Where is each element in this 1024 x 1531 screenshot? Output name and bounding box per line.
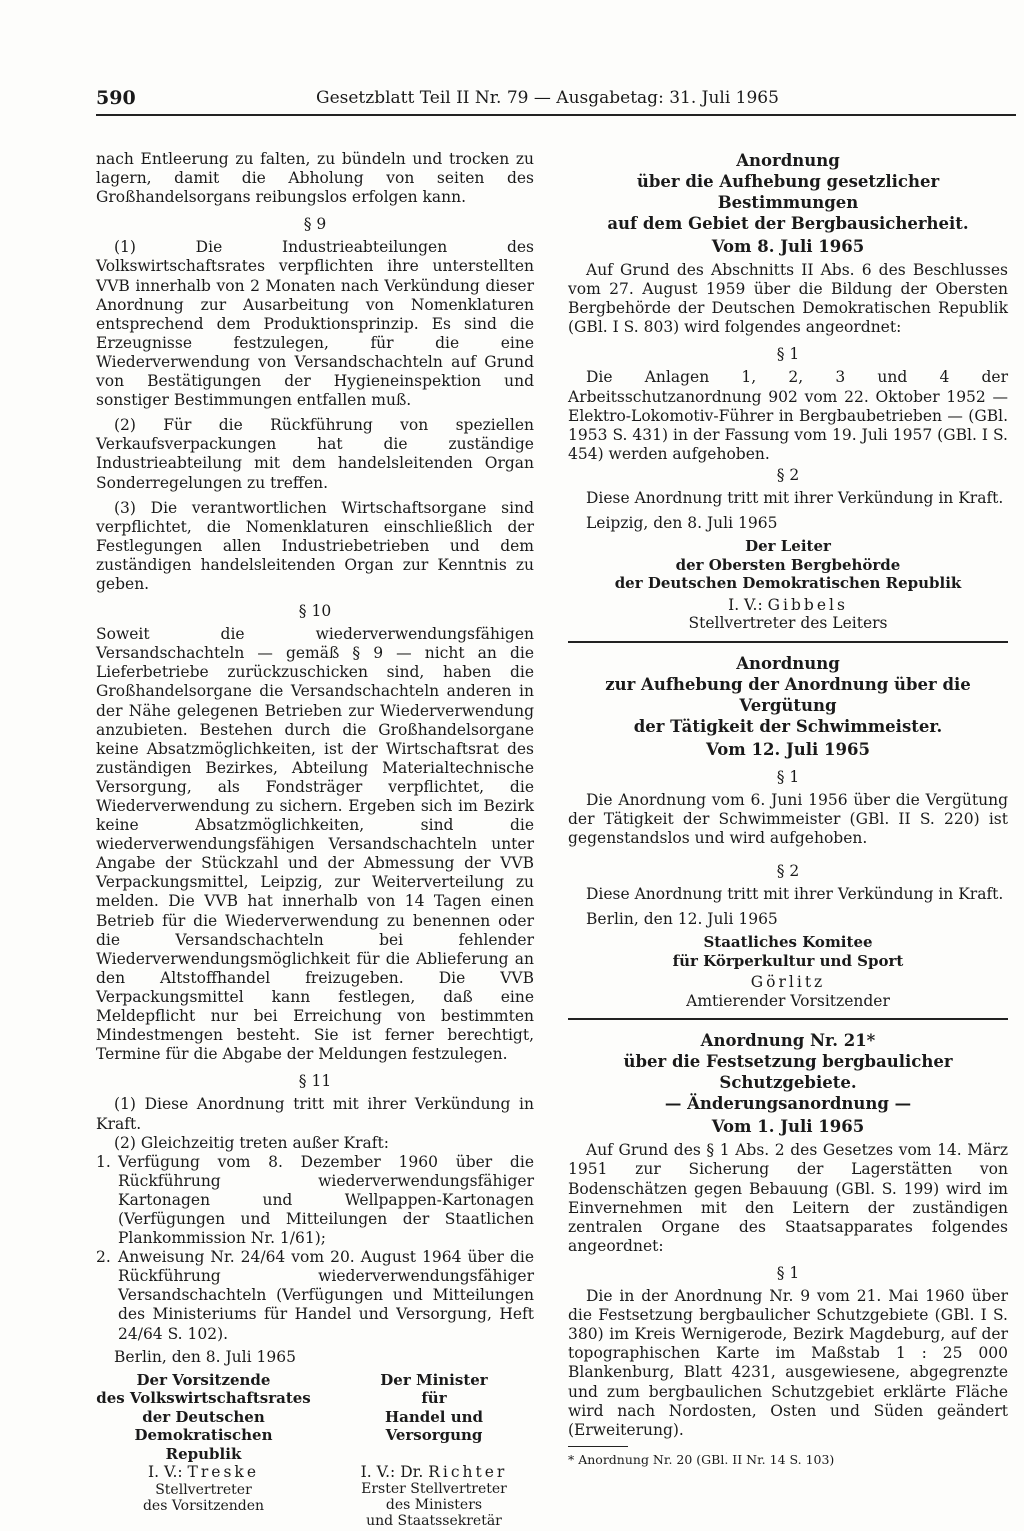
- list-item-text: Anweisung Nr. 24/64 vom 20. August 1964 über die Rückführung wiederverwendungsfähiger Versandschachteln (Verfügungen und Mitteilungen des Ministeriums für Handel und Versorgung, Heft 24/64 S. 102).: [118, 1248, 534, 1343]
- section-9-para-1: (1) Die Industrieabteilungen des Volkswirtschaftsrates verpflichten ihre unterstellten VVB innerhalb von 2 Monaten nach Verkündung dieser Anordnung zur Ausarbeitung von Nomenklaturen entsprechend dem Produktionsprinzip. Es sind die Erzeugnisse festzulegen, für die eine Wiederverwendung von Versandschachteln auf Grund von Bestätigungen der Hygieneinspektion und sonstiger Bestimmungen entfallen muß.: [96, 238, 534, 410]
- signatory: [334, 1463, 534, 1482]
- ordinance-schutzgebiete: [568, 1030, 1008, 1469]
- left-column: [96, 150, 534, 1529]
- sig-line: Der Leiter: [745, 537, 831, 556]
- running-title: Gesetzblatt Teil II Nr. 79 — Ausgabetag: 31. Juli 1965: [316, 88, 779, 108]
- page-header: [96, 84, 1016, 116]
- signatory-prefix: I. V.:: [728, 595, 763, 614]
- signatory-role: des Ministers: [385, 1497, 483, 1514]
- section-2-heading: § 2: [776, 862, 800, 881]
- signatory-role: Stellvertreter: [155, 1481, 252, 1498]
- place-date: Leipzig, den 8. Juli 1965: [586, 514, 778, 533]
- section-9-heading: § 9: [303, 215, 327, 234]
- signature-block-chairman: [96, 1371, 311, 1530]
- section-11-heading: § 11: [298, 1072, 332, 1091]
- signatory-role: des Vorsitzenden: [142, 1497, 265, 1514]
- section-1-para: Die Anlagen 1, 2, 3 und 4 der Arbeitsschutzanordnung 902 vom 22. Oktober 1952 — Elektro-Lokomotiv-Führer in Bergbaubetrieben — (GBl. 1953 S. 431) in der Fassung vom 19. Juli 1957 (GBl. I S. 454) werden aufgehoben.: [568, 368, 1008, 463]
- divider: [568, 1018, 1008, 1020]
- signature-block-minister: [334, 1371, 534, 1530]
- right-column: [568, 150, 1008, 1469]
- section-11-para-2: (2) Gleichzeitig treten außer Kraft:: [114, 1133, 389, 1152]
- ordinance-subject: auf dem Gebiet der Bergbausicherheit.: [607, 214, 969, 233]
- signatures: [96, 1371, 534, 1530]
- ordinance-subject: über die Aufhebung gesetzlicher Bestimmungen: [636, 172, 940, 212]
- ordinance-schwimmeister: [568, 653, 1008, 1011]
- list-item: [96, 1248, 534, 1343]
- preamble: Auf Grund des § 1 Abs. 2 des Gesetzes vom 14. März 1951 zur Sicherung der Lagerstätten von Bodenschätzen gegen Bebauung (GBl. S. 199) wird im Einvernehmen mit den Leitern der zuständigen zentralen Organe des Staatsapparates folgendes angeordnet:: [568, 1141, 1008, 1255]
- sig-line: der Deutschen: [142, 1407, 265, 1426]
- section-10-heading: § 10: [298, 602, 332, 621]
- list-item-number: 1.: [96, 1152, 111, 1171]
- ordinance-title: Anordnung Nr. 21*: [700, 1031, 876, 1051]
- sig-line: der Obersten Bergbehörde: [675, 555, 901, 574]
- section-10-para: Soweit die wiederverwendungsfähigen Versandschachteln — gemäß § 9 — nicht an die Lieferbetriebe zurückzuschicken sind, haben die Großhandelsorgane die Versandschachteln anderen in der Nähe gelegenen Betrieben zur Wiederverwendung anzubieten. Bestehen durch die Großhandelsorgane keine Absatzmöglichkeiten, ist der Wirtschaftsrat des zuständigen Bezirkes, Abteilung Materialtechnische Versorgung, als Fondsträger verpflichtet, die Wiederverwendung zu sichern. Ergeben sich im Bezirk keine Absatzmöglichkeiten, sind die wiederverwendungsfähigen Versandschachteln unter Angabe der Stückzahl und der Abmessung der VVB Verpackungsmittel, Leipzig, zur Weiterverteilung zu melden. Die VVB hat innerhalb von 14 Tagen einen Betrieb für die Wiederverwendung zu benennen oder die Versandschachteln bei fehlender Wiederverwendungsmöglichkeit für die Ablieferung an den Altstoffhandel freizugeben. Die VVB Verpackungsmittel kann festlegen, daß eine Meldepflicht nur bei Erreichung von bestimmten Mindestmengen besteht. Sie ist ferner berechtigt, Termine für die Abgabe der Meldungen festzulegen.: [96, 625, 534, 1064]
- section-2-para: Diese Anordnung tritt mit ihrer Verkündung in Kraft.: [586, 885, 1004, 904]
- sig-line: Der Vorsitzende: [136, 1370, 271, 1389]
- ordinance-date: Vom 12. Juli 1965: [706, 739, 870, 759]
- footnote: * Anordnung Nr. 20 (GBl. II Nr. 14 S. 103): [568, 1451, 835, 1467]
- sig-line: Handel und Versorgung: [384, 1407, 484, 1445]
- place-date: Berlin, den 8. Juli 1965: [114, 1347, 296, 1366]
- section-1-heading: § 1: [776, 345, 800, 364]
- signatory-role: und Staatssekretär: [366, 1513, 502, 1530]
- section-1-heading: § 1: [776, 1263, 800, 1282]
- list-item: [96, 1153, 534, 1248]
- signatory-role: Stellvertreter des Leiters: [688, 614, 888, 633]
- signatory-name: Gibbels: [767, 595, 848, 614]
- sig-line: für Körperkultur und Sport: [672, 951, 904, 970]
- ordinance-title: Anordnung: [736, 653, 840, 673]
- signatory-role: Amtierender Vorsitzender: [686, 991, 890, 1010]
- section-2-para: Diese Anordnung tritt mit ihrer Verkündung in Kraft.: [586, 489, 1004, 508]
- ordinance-bergbausicherheit: [568, 150, 1008, 633]
- list-item-text: Verfügung vom 8. Dezember 1960 über die Rückführung wiederverwendungsfähiger Kartonagen und Wellpappen-Kartonagen (Verfügungen und Mitteilungen der Staatlichen Plankommission Nr. 1/61);: [118, 1152, 534, 1248]
- signatory-name: Treske: [187, 1463, 259, 1482]
- ordinance-date: Vom 1. Juli 1965: [711, 1117, 865, 1137]
- footnote-rule: [568, 1446, 628, 1447]
- signatory-name: Richter: [428, 1462, 508, 1481]
- section-11-para-1: (1) Diese Anordnung tritt mit ihrer Verkündung in Kraft.: [96, 1095, 534, 1133]
- sig-line: Demokratischen Republik: [134, 1426, 273, 1463]
- sig-line: Staatliches Komitee: [703, 933, 873, 952]
- signature-block: [568, 933, 1008, 1010]
- sig-line: der Deutschen Demokratischen Republik: [614, 574, 962, 593]
- signatory: [568, 596, 1008, 615]
- signatory-name: Görlitz: [750, 973, 826, 992]
- divider: [568, 641, 1008, 643]
- sig-line: Der Minister: [380, 1370, 488, 1389]
- list-item-number: 2.: [96, 1248, 111, 1267]
- signature-block: [568, 537, 1008, 633]
- ordinance-subject: zur Aufhebung der Anordnung über die Vergütung: [605, 674, 971, 715]
- ordinance-subject: über die Festsetzung bergbaulicher Schutzgebiete.: [623, 1052, 953, 1093]
- signatory: [96, 1463, 311, 1482]
- ordinance-title: Anordnung: [736, 151, 840, 170]
- section-1-para: Die Anordnung vom 6. Juni 1956 über die Vergütung der Tätigkeit der Schwimmeister (GBl. II S. 220) ist gegenstandslos und wird aufgehoben.: [568, 790, 1008, 847]
- place-date: Berlin, den 12. Juli 1965: [586, 910, 778, 929]
- section-2-heading: § 2: [776, 465, 800, 484]
- preamble: Auf Grund des Abschnitts II Abs. 6 des Beschlusses vom 27. August 1959 über die Bildung der Obersten Bergbehörde der Deutschen Demokratischen Republik (GBl. I S. 803) wird folgendes angeordnet:: [568, 261, 1008, 337]
- section-1-heading: § 1: [776, 767, 800, 786]
- ordinance-subject: der Tätigkeit der Schwimmeister.: [633, 716, 943, 736]
- page-number: 590: [96, 87, 136, 109]
- sig-line: für: [421, 1389, 447, 1408]
- sig-line: des Volkswirtschaftsrates: [96, 1389, 311, 1408]
- ordinance-date: Vom 8. Juli 1965: [711, 237, 865, 256]
- ordinance-subject: — Änderungsanordnung —: [664, 1094, 912, 1114]
- signatory-prefix: I. V.:: [147, 1463, 183, 1482]
- continuation-paragraph: nach Entleerung zu falten, zu bündeln und trocken zu lagern, damit die Abholung von seiten des Großhandelsorgans reibungslos erfolgen kann.: [96, 150, 534, 207]
- section-9-para-3: (3) Die verantwortlichen Wirtschaftsorgane sind verpflichtet, die Nomenklaturen einschließlich der Festlegungen allen Industriebetrieben und dem zuständigen handelsleitenden Organ zur Kenntnis zu geben.: [96, 498, 534, 593]
- section-1-para: Die in der Anordnung Nr. 9 vom 21. Mai 1960 über die Festsetzung bergbaulicher Schutzgebiete (GBl. I S. 380) im Kreis Wernigerode, Bezirk Magdeburg, auf der topographischen Karte im Maßstab 1 : 25 000 Blankenburg, Blatt 4231, ausgewiesene, abgegrenzte und zum bergbaulichen Schutzgebiet erklärte Fläche wird nach Nordosten, Osten und Süden geändert (Erweiterung).: [568, 1287, 1008, 1439]
- signatory-role: Erster Stellvertreter: [361, 1481, 507, 1498]
- section-9-para-2: (2) Für die Rückführung von speziellen Verkaufsverpackungen hat die zuständige Industrieabteilung mit dem handelsleitenden Organ Sonderregelungen zu treffen.: [96, 416, 534, 492]
- signatory-prefix: I. V.: Dr.: [360, 1462, 424, 1481]
